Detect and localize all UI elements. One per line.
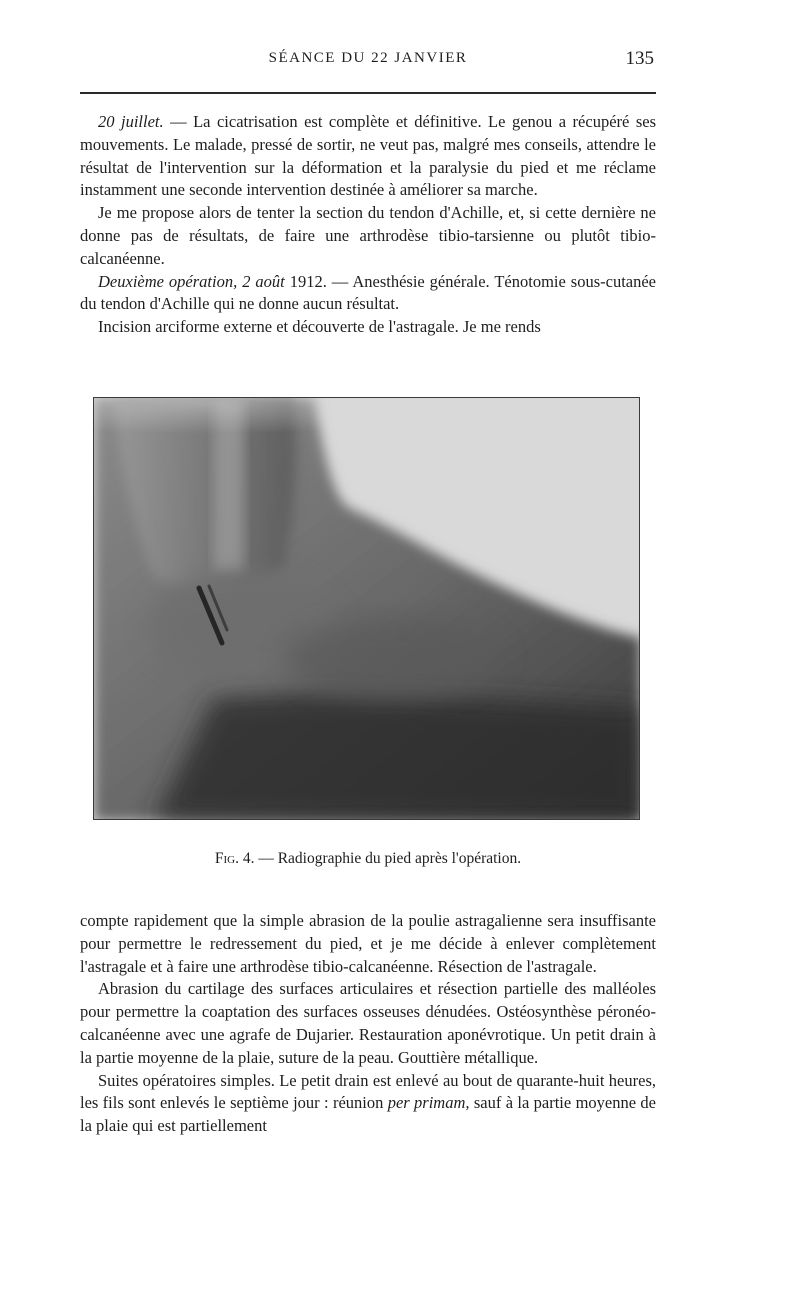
paragraph — [80, 1070, 656, 1138]
paragraph: Incision arciforme externe et découverte de l'astragale. Je me rends — [98, 317, 541, 337]
page-header — [80, 50, 656, 80]
figure-label: Fig. 4. — [214, 850, 255, 867]
paragraph-text: Suites opératoires simples. Le petit drain est enlevé au bout de quarante-huit heures, les fils sont enlevés le septième jour : réunion — [80, 1070, 656, 1113]
radiograph-image — [94, 398, 640, 820]
paragraph-text: — La cicatrisation est complète et définitive. Le genou a récupéré ses mouvements. Le malade, pressé de sortir, ne veut pas, malgré mes conseils, attendre le résultat de l'intervention sur la déformation et la paralysie du pied et me réclame instamment une seconde intervention destinée à améliorer sa marche. — [80, 112, 656, 200]
top-text-block — [80, 111, 656, 339]
paragraph: Je me propose alors de tenter la section du tendon d'Achille, et, si cette dernière ne donne pas de résultats, de faire une arthrodèse tibio-tarsienne ou plutôt tibio-calcanéenne. — [80, 203, 656, 268]
date-italic: 20 juillet. — [98, 112, 164, 131]
operation-date-italic: 2 août — [242, 271, 285, 291]
page-number: 135 — [625, 48, 654, 69]
latin-italic: per primam, — [387, 1093, 470, 1113]
paragraph: compte rapidement que la simple abrasion de la poulie astragalienne sera insuffisante pour permettre le redressement du pied, et je me décide à enlever complètement l'astragale et à faire une arthrodèse tibio-calcanéenne. Résection de l'astragale. — [80, 911, 656, 976]
bottom-text-block — [80, 910, 656, 1138]
radiograph-figure — [93, 397, 640, 820]
figure-caption — [80, 850, 656, 868]
caption-text: — Radiographie du pied après l'opération. — [254, 850, 522, 867]
paragraph-text: 1912. — Anesthésie générale. Ténotomie sous-cutanée du tendon d'Achille qui ne donne aucun résultat. — [80, 271, 656, 314]
header-rule — [80, 92, 656, 94]
paragraph-text: sauf à la partie moyenne de la plaie qui est partiellement — [80, 1093, 656, 1136]
operation-italic: Deuxième opération, — [98, 271, 238, 291]
paragraph: Abrasion du cartilage des surfaces articulaires et résection partielle des malléoles pour permettre la coaptation des surfaces osseuses dénudées. Ostéosynthèse péronéo-calcanéenne avec une agrafe de Dujarier. Restauration aponévrotique. Un petit drain à la partie moyenne de la plaie, suture de la peau. Gouttière métallique. — [80, 979, 656, 1067]
paragraph — [80, 271, 656, 317]
paragraph — [80, 111, 656, 202]
running-title: SÉANCE DU 22 JANVIER — [268, 50, 468, 66]
